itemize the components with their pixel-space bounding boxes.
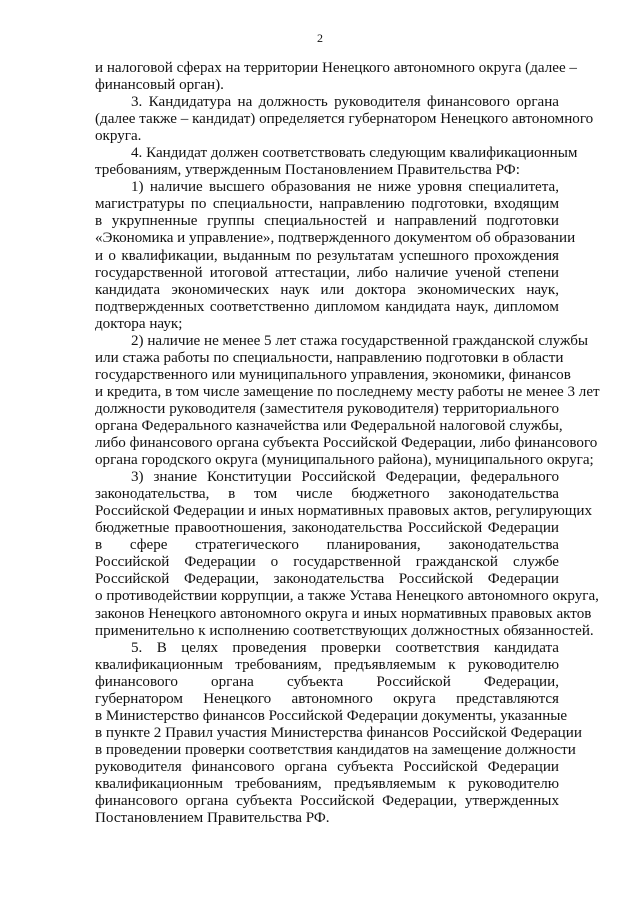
text-line: 5. В целях проведения проверки соответствия кандидата: [131, 639, 559, 656]
text-line: и о квалификации, выданным по результатам успешного прохождения: [95, 247, 559, 264]
text-line: магистратуры по специальности, направлению подготовки, входящим: [95, 196, 559, 213]
text-line: (далее также – кандидат) определяется губернатором Ненецкого автономного: [95, 111, 594, 128]
document-body: [95, 60, 600, 827]
text-line: и налоговой сферах на территории Ненецкого автономного округа (далее –: [95, 60, 577, 76]
text-line: органа Федерального казначейства или Федеральной налоговой службы,: [95, 417, 563, 434]
text-line: о противодействии коррупции, а также Устава Ненецкого автономного округа,: [95, 588, 599, 605]
text-line: государственной итоговой аттестации, либо наличие ученой степени: [95, 264, 559, 281]
text-line: или стажа работы по специальности, направлению подготовки в области: [95, 349, 564, 366]
text-line: бюджетные правоотношения, законодательства Российской Федерации: [95, 520, 559, 537]
text-line: руководителя финансового органа субъекта Российской Федерации: [95, 758, 559, 775]
text-line: в проведении проверки соответствия кандидатов на замещение должности: [95, 741, 576, 758]
text-line: «Экономика и управление», подтвержденного документом об образовании: [95, 230, 576, 247]
text-line: финансового органа субъекта Российской Федерации, утвержденных: [95, 793, 559, 810]
text-line: подтвержденных соответственно дипломом кандидата наук, дипломом: [95, 298, 559, 315]
text-line: законодательства, в том числе бюджетного законодательства: [95, 486, 559, 503]
text-line: требованиям, утвержденным Постановлением Правительства РФ:: [95, 162, 520, 179]
text-line: должности руководителя (заместителя руководителя) территориального: [95, 400, 559, 417]
text-line: в Министерство финансов Российской Федерации документы, указанные: [95, 707, 568, 724]
text-line: финансового органа субъекта Российской Федерации,: [95, 673, 559, 690]
text-line: квалификационным требованиям, предъявляемым к руководителю: [95, 775, 559, 792]
text-line: органа городского округа (муниципального района), муниципального округа;: [95, 452, 594, 469]
text-line: 2) наличие не менее 5 лет стажа государственной гражданской службы: [131, 332, 589, 349]
text-line: Постановлением Правительства РФ.: [95, 810, 330, 827]
text-line: губернатором Ненецкого автономного округа представляются: [95, 690, 559, 707]
text-line: квалификационным требованиям, предъявляемым к руководителю: [95, 656, 559, 673]
text-line: 3. Кандидатура на должность руководителя финансового органа: [131, 94, 559, 111]
text-line: государственного или муниципального управления, экономики, финансов: [95, 366, 571, 383]
text-line: применительно к исполнению соответствующих должностных обязанностей.: [95, 622, 594, 639]
text-line: в пункте 2 Правил участия Министерства финансов Российской Федерации: [95, 724, 582, 741]
text-line: доктора наук;: [95, 315, 183, 332]
text-line: финансовый орган).: [95, 77, 224, 94]
text-line: округа.: [95, 128, 142, 145]
text-line: кандидата экономических наук или доктора экономических наук,: [95, 281, 559, 298]
page-number: 2: [317, 31, 323, 45]
text-line: в сфере стратегического планирования, законодательства: [95, 537, 559, 554]
text-line: Российской Федерации о государственной гражданской службе: [95, 554, 559, 571]
text-line: законов Ненецкого автономного округа и иных нормативных правовых актов: [95, 605, 592, 622]
text-line: либо финансового органа субъекта Российской Федерации, либо финансового: [95, 435, 598, 452]
text-line: Российской Федерации, законодательства Российской Федерации: [95, 571, 559, 588]
text-line: Российской Федерации и иных нормативных правовых актов, регулирующих: [95, 503, 593, 520]
text-line: 4. Кандидат должен соответствовать следующим квалификационным: [131, 145, 578, 162]
text-line: и кредита, в том числе замещение по последнему месту работы не менее 3 лет: [95, 383, 600, 400]
text-line: 1) наличие высшего образования не ниже уровня специалитета,: [131, 179, 559, 196]
text-line: 3) знание Конституции Российской Федерации, федерального: [131, 469, 559, 486]
text-line: в укрупненные группы специальностей и направлений подготовки: [95, 213, 559, 230]
